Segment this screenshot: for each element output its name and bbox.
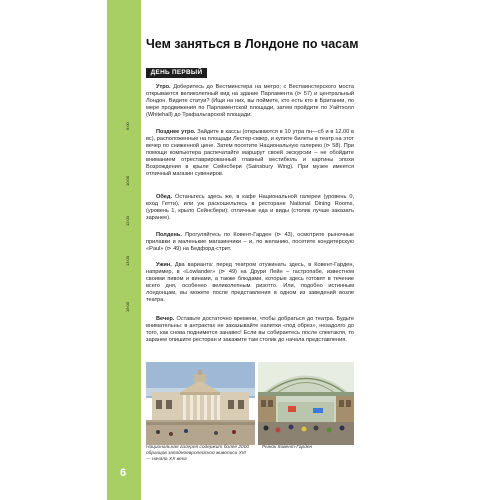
section-text: Доберитесь до Вестминстера на метро; с Вестминстерского моста открывается великолепный вид на здание Парламента (⊳ 57) и центральный Лондон. Видите статуи? (Ищи на них, вы поймете, кто есть кто в Британии, по мере продвижения по Парламентской площади, затем пройдите по Уайтхолл (Whitehall) до Трафальгарской площади. <box>146 84 355 118</box>
margin-time: 12:00 <box>125 215 130 226</box>
margin-time: 10:00 <box>125 175 130 186</box>
section-lead: Утро. <box>156 84 171 90</box>
section-text: Останьтесь здесь же, в кафе Национальной галереи (уровень 0, вход Гетти), или уж раскошельтесь в ресторане National Dining Rooms, (уровень 1, крыло Сейнсбери); отличные еда и виды (столик лучше заказать заранее). <box>146 194 354 221</box>
section-lead: Ужин. <box>156 262 172 268</box>
page-number: 6 <box>120 467 127 479</box>
section-afternoon <box>146 232 354 253</box>
section-text: Два варианта: перед театром отужинать здесь, в Ковент-Гарден, например, в «Lowlander» (⊳ 49) на Друри Лейн – гастропабе, известном своими пивом и винами, а также блюдами, которые здесь готовят в течение всего дня, особенно великолепным ризотто. Или, подобно истинным лондонцам, вы можете после представления в одном из заведений возле театра. <box>146 262 354 303</box>
covent-garden-photo <box>258 362 354 445</box>
photo-caption: Национальная галерея содержит более 2000 образцов западноевропейской живописи XIII — начала XX века <box>146 445 250 462</box>
section-lead: Обед. <box>156 194 173 200</box>
section-text: Прогуляйтесь по Ковент-Гарден (⊳ 43), осмотрите рыночные прилавки и маленькие магазинчики – и, по желанию, посетите кондитерскую «Paul» (⊳ 49) на Бедфорд-стрит. <box>146 232 354 252</box>
section-text: Оставьте достаточно времени, чтобы добраться до театра. Будьте внимательны: в антрактах не заказывайте напитки «под обрез», незадолго до того, как снова поднимется занавес! Если вы собираетесь после спектакля, то заранее опишите ресторан и закажите там столик до начала представления. <box>146 316 354 343</box>
photo-caption: Рынок Ковент-Гарден <box>262 445 313 450</box>
section-dinner <box>146 262 354 304</box>
margin-time: 19:00 <box>125 301 130 312</box>
section-lunch <box>146 194 354 222</box>
section-lead: Вечер. <box>156 316 175 322</box>
section-late-morning <box>146 129 354 178</box>
section-text: Зайдите в кассы (открываются в 10 утра пн—сб и в 12.00 в вс), расположенные на площади Лестер-сквер, и купите билеты в театр на этот вечер по сниженной цене. Затем посетите Национальную галерею (⊳ 58). При помощи компьютера распечатайте маршрут своей экскурсии – не обойдите вниманием отреставрированный главный вестибюль и картины эпохи Возрождения в крыле Сейнсбери (Sainsbury Wing). При музее имеется отличный магазин сувениров. <box>146 129 355 177</box>
section-lead: Позднее утро. <box>156 129 196 135</box>
page-title: Чем заняться в Лондоне по часам <box>146 37 359 51</box>
national-gallery-photo <box>146 362 255 445</box>
section-morning <box>146 84 354 119</box>
page-sidebar <box>107 0 141 500</box>
section-evening <box>146 316 354 344</box>
day-label: ДЕНЬ ПЕРВЫЙ <box>146 68 207 78</box>
section-lead: Полдень. <box>156 232 182 238</box>
margin-time: 9:00 <box>125 122 130 130</box>
margin-time: 13:00 <box>125 255 130 266</box>
